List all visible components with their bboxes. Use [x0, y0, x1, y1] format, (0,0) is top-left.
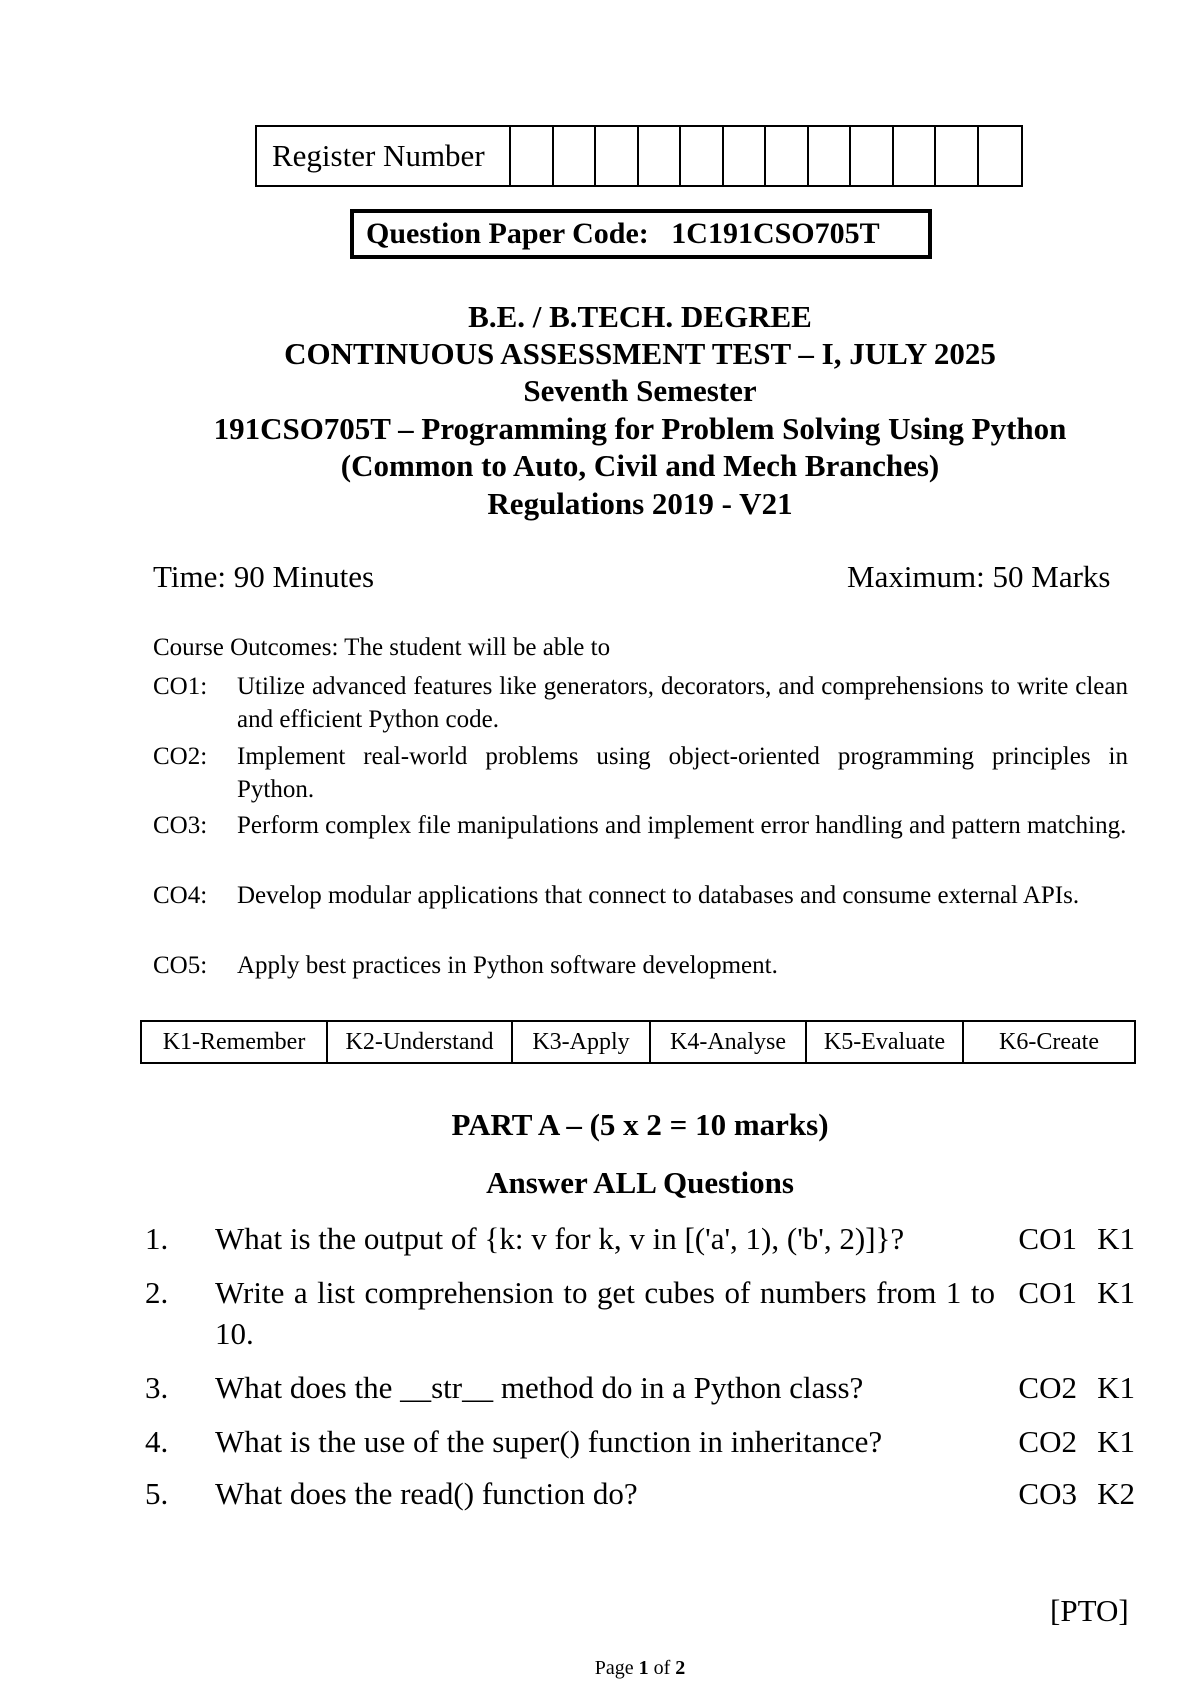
question-co: CO1 [1018, 1275, 1077, 1310]
question-number: 2. [145, 1275, 169, 1310]
register-digit-cell [766, 127, 809, 185]
co-text: Perform complex file manipulations and implement error handling and pattern matching. [237, 812, 1127, 839]
degree-heading: B.E. / B.TECH. DEGREE [468, 299, 812, 334]
footer-page-word: Page [594, 1657, 634, 1679]
register-digit-cell [554, 127, 597, 185]
co-code: CO2: [153, 743, 208, 770]
register-digit-cell [511, 127, 554, 185]
register-digit-cell [979, 127, 1022, 185]
register-digit-cell [724, 127, 767, 185]
question-k-level: K1 [1097, 1424, 1135, 1459]
co-text: Develop modular applications that connect to databases and consume external APIs. [237, 882, 1080, 909]
question-number: 4. [145, 1424, 169, 1459]
regulations-heading: Regulations 2019 - V21 [487, 486, 793, 521]
question-co: CO2 [1018, 1370, 1077, 1405]
common-to-heading: (Common to Auto, Civil and Mech Branches) [340, 448, 940, 483]
question-text: What does the __str__ method do in a Python class? [215, 1370, 864, 1405]
question-row [145, 1218, 1135, 1259]
question-row [145, 1421, 1135, 1462]
co-text: Apply best practices in Python software development. [237, 952, 778, 979]
register-digit-cell [639, 127, 682, 185]
exam-heading: CONTINUOUS ASSESSMENT TEST – I, JULY 2025 [284, 336, 996, 371]
question-text: Write a list comprehension to get cubes of numbers from 1 to 10. [215, 1275, 995, 1351]
question-row [145, 1272, 1135, 1354]
part-a-title: PART A – (5 x 2 = 10 marks) [451, 1107, 829, 1142]
knowledge-levels-table [140, 1020, 1136, 1064]
question-number: 5. [145, 1476, 169, 1511]
footer-total-pages: 2 [675, 1657, 686, 1679]
co-code: CO1: [153, 673, 208, 700]
co-text: Utilize advanced features like generators, decorators, and comprehensions to write clean and efficient Python code. [237, 673, 1128, 733]
question-number: 1. [145, 1221, 169, 1256]
course-outcome-item [153, 949, 1128, 982]
page-footer [0, 1657, 1200, 1680]
part-a-instruction: Answer ALL Questions [486, 1165, 794, 1200]
semester-heading: Seventh Semester [523, 373, 757, 408]
please-turn-over: [PTO] [1050, 1593, 1129, 1628]
question-number: 3. [145, 1370, 169, 1405]
register-digit-cell [681, 127, 724, 185]
footer-page-number: 1 [638, 1657, 649, 1679]
question-k-level: K1 [1097, 1221, 1135, 1256]
knowledge-level-cell: K5-Evaluate [807, 1022, 964, 1062]
register-digit-cell [894, 127, 937, 185]
co-text: Implement real-world problems using object-oriented programming principles in Python. [237, 743, 1128, 803]
qp-code-value: 1C191CSO705T [671, 217, 880, 250]
footer-of-word: of [653, 1657, 671, 1679]
question-co: CO1 [1018, 1221, 1077, 1256]
register-digit-cell [851, 127, 894, 185]
question-k-level: K2 [1097, 1476, 1135, 1511]
knowledge-level-cell: K6-Create [999, 1028, 1099, 1055]
knowledge-level-cell: K2-Understand [328, 1022, 513, 1062]
co-code: CO5: [153, 952, 208, 979]
register-number-box [255, 125, 1023, 187]
register-digit-cell [936, 127, 979, 185]
course-outcome-item [153, 740, 1128, 806]
co-code: CO4: [153, 882, 208, 909]
course-heading: 191CSO705T – Programming for Problem Solving Using Python [213, 411, 1067, 446]
course-outcome-item [153, 809, 1128, 842]
register-number-label: Register Number [257, 127, 511, 185]
question-row [145, 1473, 1135, 1514]
qp-code-label: Question Paper Code: [366, 217, 649, 250]
question-co: CO3 [1018, 1476, 1077, 1511]
question-k-level: K1 [1097, 1370, 1135, 1405]
question-row [145, 1367, 1135, 1408]
knowledge-level-cell: K1-Remember [142, 1022, 328, 1062]
question-paper-code [350, 209, 932, 259]
question-text: What is the use of the super() function in inheritance? [215, 1424, 883, 1459]
knowledge-level-cell: K3-Apply [513, 1022, 651, 1062]
course-outcome-item [153, 879, 1128, 912]
question-text: What does the read() function do? [215, 1476, 638, 1511]
register-digit-cell [809, 127, 852, 185]
question-k-level: K1 [1097, 1275, 1135, 1310]
course-outcome-item [153, 670, 1128, 736]
course-outcomes-intro: Course Outcomes: The student will be able to [153, 634, 611, 661]
register-digit-cell [596, 127, 639, 185]
question-text: What is the output of {k: v for k, v in [('a', 1), ('b', 2)]}? [215, 1221, 905, 1256]
co-code: CO3: [153, 812, 208, 839]
knowledge-level-cell: K4-Analyse [651, 1022, 807, 1062]
question-co: CO2 [1018, 1424, 1077, 1459]
exam-time: Time: 90 Minutes [153, 559, 375, 594]
exam-maximum-marks: Maximum: 50 Marks [847, 559, 1111, 594]
